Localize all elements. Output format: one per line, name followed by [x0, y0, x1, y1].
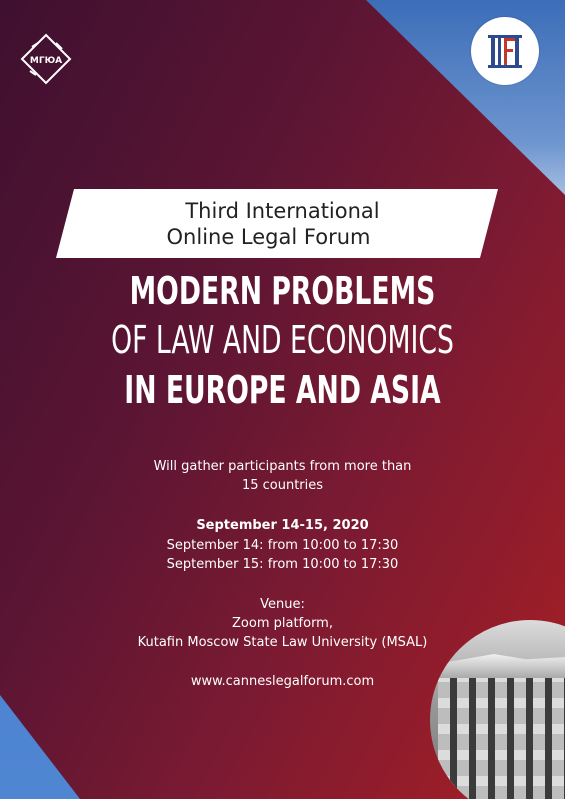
event-dates: September 14-15, 2020 [196, 518, 369, 533]
mgua-logo [20, 33, 72, 85]
title-line-2: OF LAW AND ECONOMICS [111, 318, 454, 362]
venue-line-2: Kutafin Moscow State Law University (MSAL) [137, 635, 428, 650]
title-line-1: MODERN PROBLEMS [129, 269, 436, 313]
participants-line-1: Will gather participants from more than [153, 459, 412, 474]
title-line-3: IN EUROPE AND ASIA [124, 368, 441, 412]
banner-line-2: Online Legal Forum [166, 225, 371, 249]
building-roof [430, 654, 565, 680]
schedule-day-1: September 14: from 10:00 to 17:30 [166, 538, 399, 553]
participants-line-2: 15 countries [241, 478, 324, 493]
schedule-day-2: September 15: from 10:00 to 17:30 [166, 557, 399, 572]
banner-line-1: Third International [185, 199, 380, 223]
venue-line-1: Zoom platform, [232, 616, 333, 631]
ilf-logo [471, 17, 539, 85]
website-link[interactable]: www.canneslegalforum.com [190, 674, 375, 689]
mgua-logo-text: МГЮА [29, 56, 63, 66]
building-facade [438, 678, 565, 799]
venue-label: Venue: [260, 597, 305, 612]
ilf-logo-mark [471, 17, 539, 85]
